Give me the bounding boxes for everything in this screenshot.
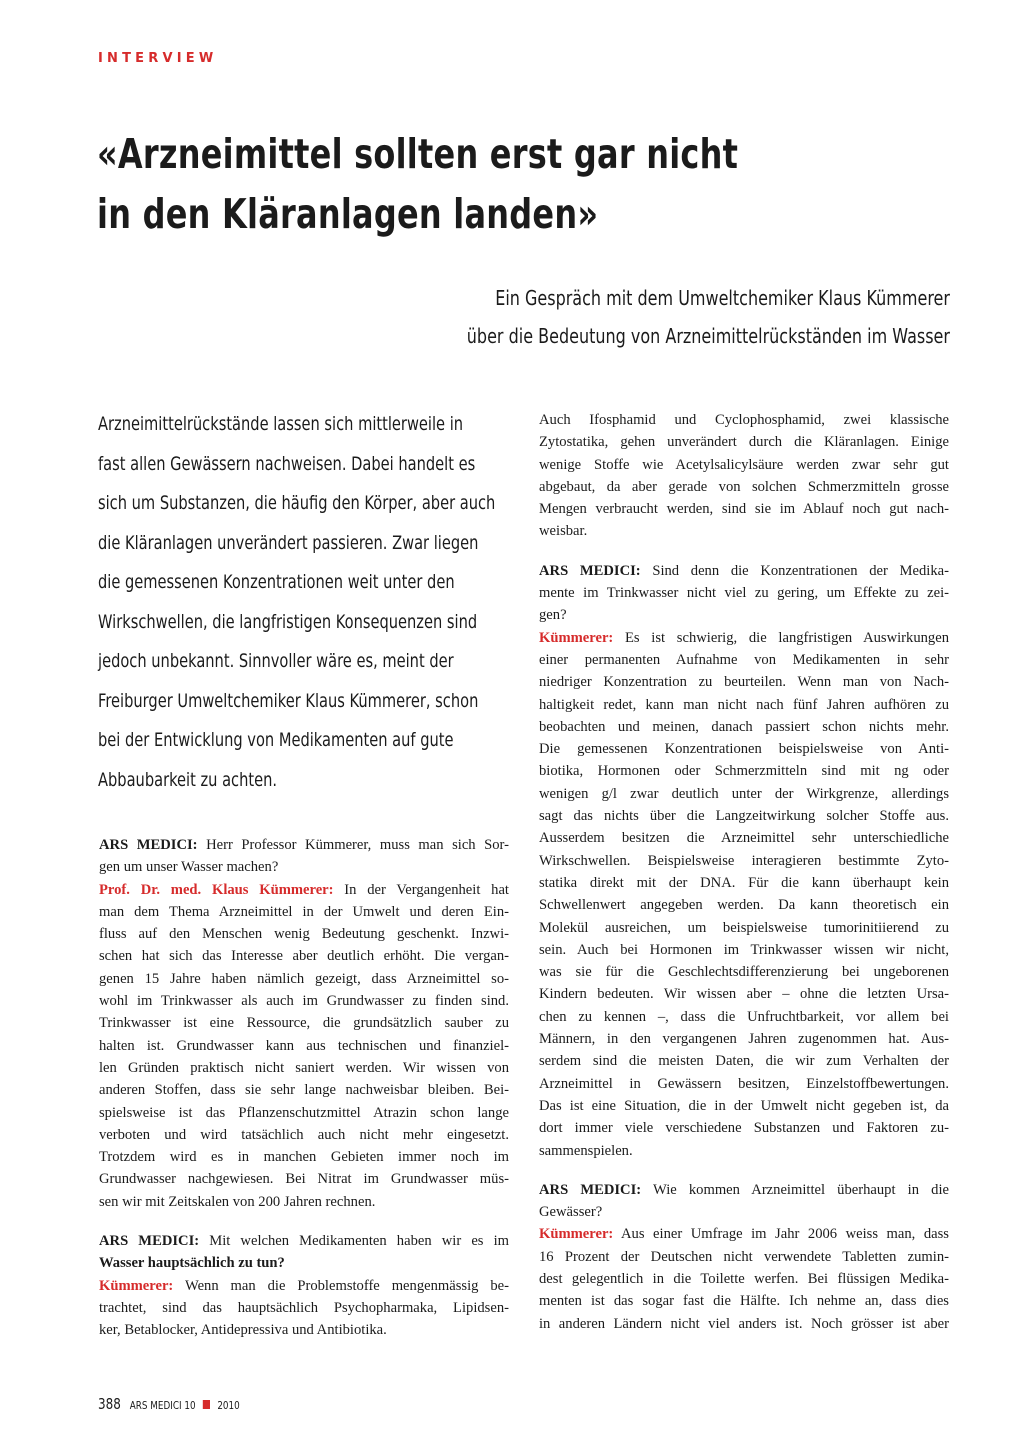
- text-line: [99, 1319, 509, 1341]
- text-line: [99, 834, 509, 856]
- body-text: Ausserdem besitzen die Arzneimittel sehr unterschiedliche: [539, 830, 949, 847]
- text-line: [539, 1313, 949, 1335]
- text-line: [539, 520, 949, 542]
- body-text: gen?: [539, 607, 567, 624]
- body-text: Aus einer Umfrage im Jahr 2006 weiss man, dass: [613, 1226, 949, 1243]
- text-line: [99, 1079, 509, 1101]
- body-text: abgebaut, da aber gerade von solchen Schmerzmitteln grosse: [539, 478, 949, 495]
- body-text: Männern, in den vergangenen Jahren zugenommen hat. Aus-: [539, 1031, 949, 1048]
- body-text: Sind denn die Konzentrationen der Medika-: [640, 562, 949, 579]
- text-line: [539, 560, 949, 582]
- body-text: genen 15 Jahre haben nämlich gezeigt, dass Arzneimittel so-: [99, 970, 509, 987]
- text-line: [539, 983, 949, 1005]
- text-line: [539, 409, 949, 431]
- text-line: [99, 1146, 509, 1168]
- text-line: [539, 1290, 949, 1312]
- lead-line: Wirkschwellen, die langfristigen Konsequenzen sind: [98, 610, 478, 633]
- body-text: fluss auf den Menschen wenig Bedeutung geschenkt. Inzwi-: [99, 926, 509, 943]
- body-text: anderen Stoffen, dass sie sehr lange nachweisbar bleiben. Bei-: [99, 1082, 509, 1099]
- body-text: Mengen verbraucht werden, sind sie im Ablauf noch gut nach-: [539, 501, 949, 518]
- body-text: chen zu kennen –, dass die Unfruchtbarkeit, vor allem bei: [539, 1008, 949, 1025]
- text-line: [99, 901, 509, 923]
- body-text: sammenspielen.: [539, 1142, 633, 1159]
- text-line: [539, 1201, 949, 1223]
- body-text: sein. Auch bei Hormonen im Trinkwasser wissen wir nicht,: [539, 941, 949, 958]
- speaker-label: Kümmerer:: [99, 1277, 174, 1294]
- body-text: Gewässer?: [539, 1204, 603, 1221]
- text-line: [539, 1223, 949, 1245]
- body-text: wenigen g/l zwar deutlich unter der Wirkgrenze, allerdings: [539, 785, 949, 802]
- text-line: [539, 738, 949, 760]
- body-text: biotika, Hormonen oder Schmerzmitteln sind mit ng oder: [539, 763, 949, 780]
- body-text: Es ist schwierig, die langfristigen Auswirkungen: [613, 629, 949, 646]
- text-line: [99, 1252, 509, 1274]
- text-line: [539, 827, 949, 849]
- page-footer: [98, 1394, 240, 1413]
- lead-line: Freiburger Umweltchemiker Klaus Kümmerer, schon: [98, 689, 479, 712]
- body-text: serdem sind die meisten Daten, die wir zum Verhalten der: [539, 1053, 949, 1070]
- title-line: «Arzneimittel sollten erst gar nicht: [97, 130, 739, 178]
- text-line: [539, 850, 949, 872]
- body-text: statika direkt mit der DNA. Für die kann überhaupt kein: [539, 874, 949, 891]
- text-line: [99, 1230, 509, 1252]
- body-text: gen um unser Wasser machen?: [99, 859, 279, 876]
- body-text: was sie für die Geschlechtsdifferenzierung bei ungeborenen: [539, 964, 949, 981]
- text-line: [99, 879, 509, 901]
- text-line: [99, 1191, 509, 1213]
- text-line: [99, 1035, 509, 1057]
- question-text: Wasser hauptsächlich zu tun?: [99, 1255, 285, 1272]
- text-line: [99, 923, 509, 945]
- text-line: [539, 582, 949, 604]
- text-line: [539, 1050, 949, 1072]
- subtitle-line: über die Bedeutung von Arzneimittelrückständen im Wasser: [466, 324, 950, 348]
- right-text-column: [539, 409, 949, 1335]
- text-line: [539, 694, 949, 716]
- question-label: ARS MEDICI:: [99, 1233, 200, 1250]
- text-line: [539, 1268, 949, 1290]
- body-text: verboten und wird tatsächlich auch nicht mehr eingesetzt.: [99, 1126, 509, 1143]
- lead-line: sich um Substanzen, die häufig den Körper, aber auch: [98, 492, 496, 514]
- text-line: [539, 604, 949, 626]
- body-text: Schwellenwert angegeben werden. Da kann theoretisch ein: [539, 897, 949, 914]
- text-line: [99, 968, 509, 990]
- lead-paragraph: [98, 405, 498, 800]
- lead-line: die Kläranlagen unverändert passieren. Zwar liegen: [98, 531, 479, 554]
- body-text: Wenn man die Problemstoffe mengenmässig be-: [173, 1277, 509, 1294]
- body-text: Arzneimittel in Gewässern besitzen, Einzelstoffbewertungen.: [539, 1075, 949, 1092]
- body-text: Die gemessenen Konzentrationen beispielsweise von Anti-: [539, 741, 949, 758]
- text-line: [539, 431, 949, 453]
- lead-line: fast allen Gewässern nachweisen. Dabei handelt es: [98, 452, 476, 475]
- text-line: [539, 1028, 949, 1050]
- text-line: [99, 1124, 509, 1146]
- lead-line: die gemessenen Konzentrationen weit unter den: [98, 571, 455, 593]
- text-line: [539, 961, 949, 983]
- question-label: ARS MEDICI:: [539, 1181, 642, 1198]
- text-line: [539, 671, 949, 693]
- text-line: [539, 716, 949, 738]
- question-label: ARS MEDICI:: [99, 837, 198, 853]
- text-line: [539, 1140, 949, 1162]
- paragraph-gap: [539, 543, 949, 560]
- text-line: [99, 1275, 509, 1297]
- lead-line: Arzneimittelrückstände lassen sich mittlerweile in: [98, 413, 464, 435]
- section-kicker: INTERVIEW: [98, 51, 218, 66]
- body-text: Das ist eine Situation, die in der Umwelt nicht gegeben ist, da: [539, 1097, 949, 1114]
- body-text: halten ist. Grundwasser kann aus technischen und finanziel-: [99, 1037, 509, 1054]
- text-line: [99, 945, 509, 967]
- body-text: Wie kommen Arzneimittel überhaupt in die: [641, 1181, 949, 1198]
- page-number: 388: [98, 1395, 121, 1413]
- body-text: Molekül ausreichen, um beispielsweise tumorinitiierend zu: [539, 919, 949, 936]
- text-line: [539, 760, 949, 782]
- left-text-column: [99, 834, 509, 1342]
- body-text: haltigkeit redet, kann man nicht nach fünf Jahren aufhören zu: [539, 696, 949, 713]
- body-text: Trotzdem wird es in manchen Gebieten immer noch im: [99, 1149, 509, 1166]
- speaker-label: Kümmerer:: [539, 629, 614, 646]
- paragraph-gap: [539, 1162, 949, 1179]
- text-line: [539, 627, 949, 649]
- lead-line: jedoch unbekannt. Sinnvoller wäre es, meint der: [98, 650, 454, 672]
- publication-year: 2010: [217, 1399, 240, 1412]
- body-text: dest gelegentlich in die Toilette werfen. Bei flüssigen Medika-: [539, 1270, 949, 1287]
- text-line: [539, 805, 949, 827]
- body-text: spielsweise ist das Pflanzenschutzmittel Atrazin schon lange: [99, 1104, 509, 1121]
- text-line: [539, 1117, 949, 1139]
- text-line: [539, 476, 949, 498]
- lead-line: bei der Entwicklung von Medikamenten auf gute: [98, 729, 454, 751]
- text-line: [539, 649, 949, 671]
- body-text: wohl im Trinkwasser als auch im Grundwasser zu finden sind.: [99, 993, 509, 1010]
- body-text: dort immer viele verschiedene Substanzen und Faktoren zu-: [539, 1120, 949, 1137]
- text-line: [99, 1168, 509, 1190]
- body-text: wenige Stoffe wie Acetylsalicylsäure werden zwar sehr gut: [539, 456, 949, 473]
- text-line: [539, 872, 949, 894]
- body-text: ker, Betablocker, Antidepressiva und Antibiotika.: [99, 1322, 387, 1339]
- body-text: Mit welchen Medikamenten haben wir es im: [199, 1233, 510, 1250]
- speaker-label: Kümmerer:: [539, 1226, 614, 1243]
- text-line: [539, 1095, 949, 1117]
- text-line: [99, 990, 509, 1012]
- body-text: In der Vergangenheit hat: [333, 881, 509, 898]
- article-subtitle: [467, 279, 950, 355]
- body-text: sagt das nichts über die Langzeitwirkung solcher Stoffe aus.: [539, 808, 949, 825]
- paragraph-gap: [99, 1213, 509, 1230]
- text-line: [539, 1006, 949, 1028]
- body-text: weisbar.: [539, 523, 588, 540]
- text-line: [539, 894, 949, 916]
- body-text: schen hat sich das Interesse aber deutlich erhöht. Die vergan-: [99, 948, 509, 965]
- text-line: [99, 1297, 509, 1319]
- red-square-marker: [203, 1400, 210, 1409]
- text-line: [99, 856, 509, 878]
- body-text: 16 Prozent der Deutschen nicht verwendete Tabletten zumin-: [539, 1248, 949, 1265]
- text-line: [539, 917, 949, 939]
- text-line: [539, 783, 949, 805]
- text-line: [539, 1246, 949, 1268]
- body-text: in anderen Ländern nicht viel anders ist. Noch grösser ist aber: [539, 1315, 949, 1332]
- title-line: in den Kläranlagen landen»: [97, 190, 599, 238]
- publication-name: ARS MEDICI 10: [129, 1399, 196, 1412]
- speaker-label: Prof. Dr. med. Klaus Kümmerer:: [99, 881, 334, 898]
- body-text: len Gründen praktisch nicht saniert werden. Wir wissen von: [99, 1059, 509, 1076]
- body-text: mente im Trinkwasser nicht viel zu gering, um Effekte zu zei-: [539, 585, 949, 602]
- question-label: ARS MEDICI:: [539, 562, 641, 579]
- body-text: niedriger Konzentration zu beurteilen. Wenn man von Nach-: [539, 674, 949, 691]
- body-text: Trinkwasser ist eine Ressource, die grundsätzlich sauber zu: [99, 1015, 509, 1032]
- body-text: trachtet, sind das hauptsächlich Psychopharmaka, Lipidsen-: [99, 1299, 509, 1316]
- body-text: sen wir mit Zeitskalen von 200 Jahren rechnen.: [99, 1193, 376, 1210]
- text-line: [539, 1073, 949, 1095]
- body-text: Zytostatika, gehen unverändert durch die Kläranlagen. Einige: [539, 434, 949, 451]
- article-title: [97, 124, 783, 244]
- text-line: [539, 498, 949, 520]
- body-text: beobachten und meinen, danach passiert schon nichts mehr.: [539, 718, 949, 735]
- body-text: Wirkschwellen. Beispielsweise interagieren bestimmte Zyto-: [539, 852, 949, 869]
- text-line: [539, 939, 949, 961]
- body-text: man dem Thema Arzneimittel in der Umwelt und deren Ein-: [99, 903, 509, 920]
- text-line: [99, 1012, 509, 1034]
- body-text: Auch Ifosphamid und Cyclophosphamid, zwei klassische: [539, 412, 949, 428]
- body-text: Grundwasser nachgewiesen. Bei Nitrat im Grundwasser müs-: [99, 1171, 509, 1188]
- text-line: [99, 1057, 509, 1079]
- body-text: Kindern bedeuten. Wir wissen aber – ohne die letzten Ursa-: [539, 986, 949, 1003]
- body-text: einer permanenten Aufnahme von Medikamenten in sehr: [539, 651, 949, 668]
- text-line: [539, 1179, 949, 1201]
- body-text: Herr Professor Kümmerer, muss man sich Sor-: [197, 837, 509, 853]
- text-line: [99, 1102, 509, 1124]
- subtitle-line: Ein Gespräch mit dem Umweltchemiker Klaus Kümmerer: [495, 286, 950, 310]
- text-line: [539, 454, 949, 476]
- lead-line: Abbaubarkeit zu achten.: [98, 768, 278, 791]
- body-text: menten ist das sogar fast die Hälfte. Ich nehme an, dass dies: [539, 1293, 949, 1310]
